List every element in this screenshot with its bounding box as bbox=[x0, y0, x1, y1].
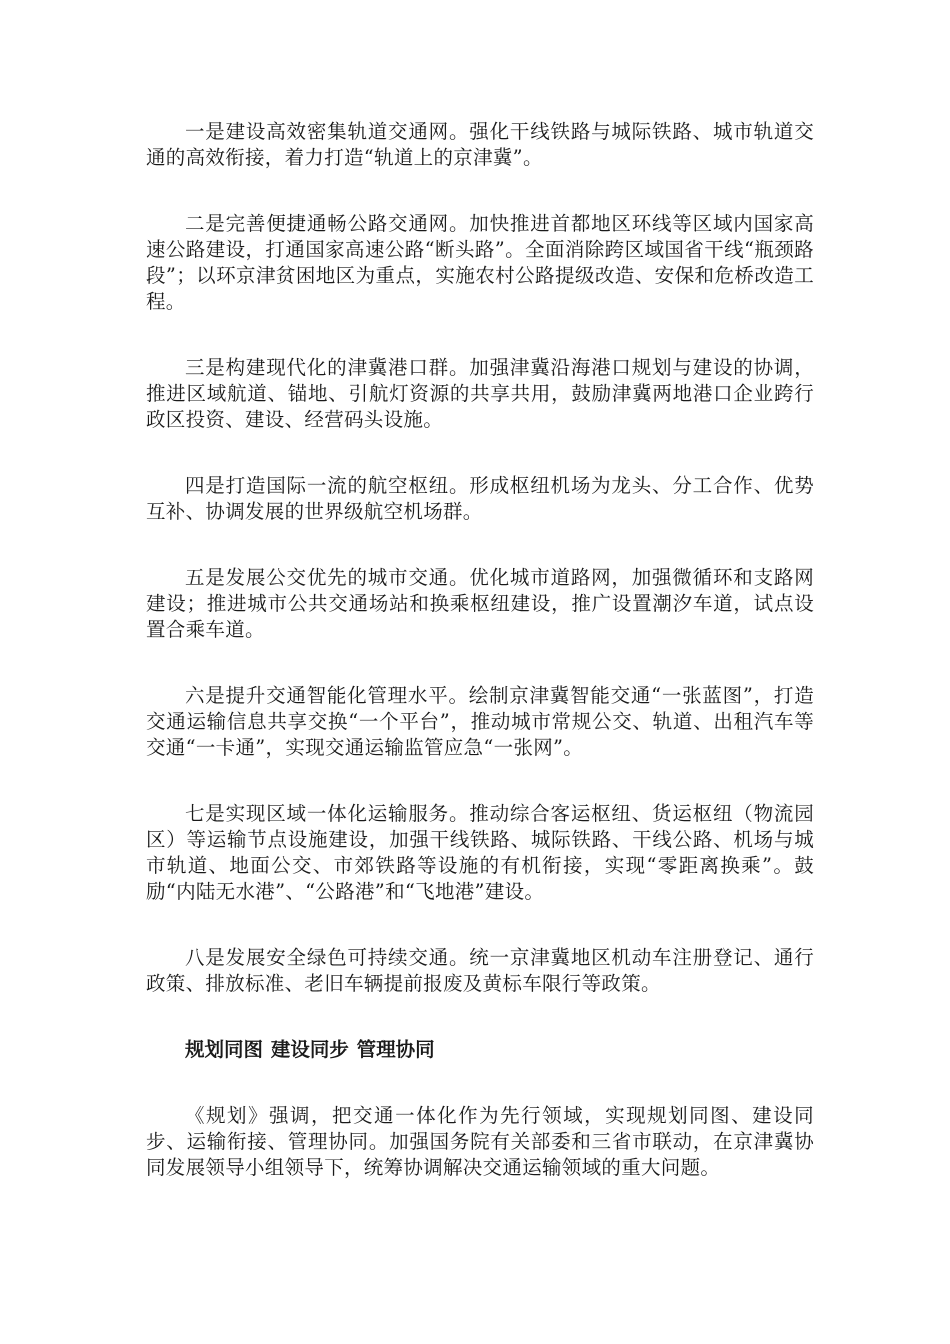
heading-part-2: 建设同步 bbox=[270, 1038, 349, 1061]
heading-part-3: 管理协同 bbox=[356, 1038, 435, 1061]
paragraph-aviation: 四是打造国际一流的航空枢纽。形成枢纽机场为龙头、分工合作、优势互补、协调发展的世界级航空机场群。 bbox=[146, 474, 814, 523]
paragraph-integrated-service: 七是实现区域一体化运输服务。推动综合客运枢纽、货运枢纽（物流园区）等运输节点设施建设，加强干线铁路、城际铁路、干线公路、机场与城市轨道、地面公交、市郊铁路等设施的有机衔接，实现“零距离换乘”。鼓励“内陆无水港”、“公路港”和“飞地港”建设。 bbox=[146, 802, 814, 903]
section-heading bbox=[146, 1037, 814, 1063]
paragraph-urban-transit: 五是发展公交优先的城市交通。优化城市道路网，加强微循环和支路网建设；推进城市公共交通场站和换乘枢纽建设，推广设置潮汐车道，试点设置合乘车道。 bbox=[146, 566, 814, 641]
heading-part-1: 规划同图 bbox=[185, 1038, 264, 1061]
paragraph-green-transport: 八是发展安全绿色可持续交通。统一京津冀地区机动车注册登记、通行政策、排放标准、老旧车辆提前报废及黄标车限行等政策。 bbox=[146, 946, 814, 995]
paragraph-closing: 《规划》强调，把交通一体化作为先行领域，实现规划同图、建设同步、运输衔接、管理协同。加强国务院有关部委和三省市联动，在京津冀协同发展领导小组领导下，统筹协调解决交通运输领域的重大问题。 bbox=[146, 1104, 814, 1179]
paragraph-ports: 三是构建现代化的津冀港口群。加强津冀沿海港口规划与建设的协调，推进区域航道、锚地、引航灯资源的共享共用，鼓励津冀两地港口企业跨行政区投资、建设、经营码头设施。 bbox=[146, 356, 814, 431]
paragraph-smart-management: 六是提升交通智能化管理水平。绘制京津冀智能交通“一张蓝图”，打造交通运输信息共享交换“一个平台”，推动城市常规公交、轨道、出租汽车等交通“一卡通”，实现交通运输监管应急“一张网”。 bbox=[146, 684, 814, 759]
paragraph-rail: 一是建设高效密集轨道交通网。强化干线铁路与城际铁路、城市轨道交通的高效衔接，着力打造“轨道上的京津冀”。 bbox=[146, 120, 814, 169]
paragraph-highway: 二是完善便捷通畅公路交通网。加快推进首都地区环线等区域内国家高速公路建设，打通国家高速公路“断头路”。全面消除跨区域国省干线“瓶颈路段”；以环京津贫困地区为重点，实施农村公路提级改造、安保和危桥改造工程。 bbox=[146, 212, 814, 313]
document-body bbox=[146, 119, 814, 1221]
